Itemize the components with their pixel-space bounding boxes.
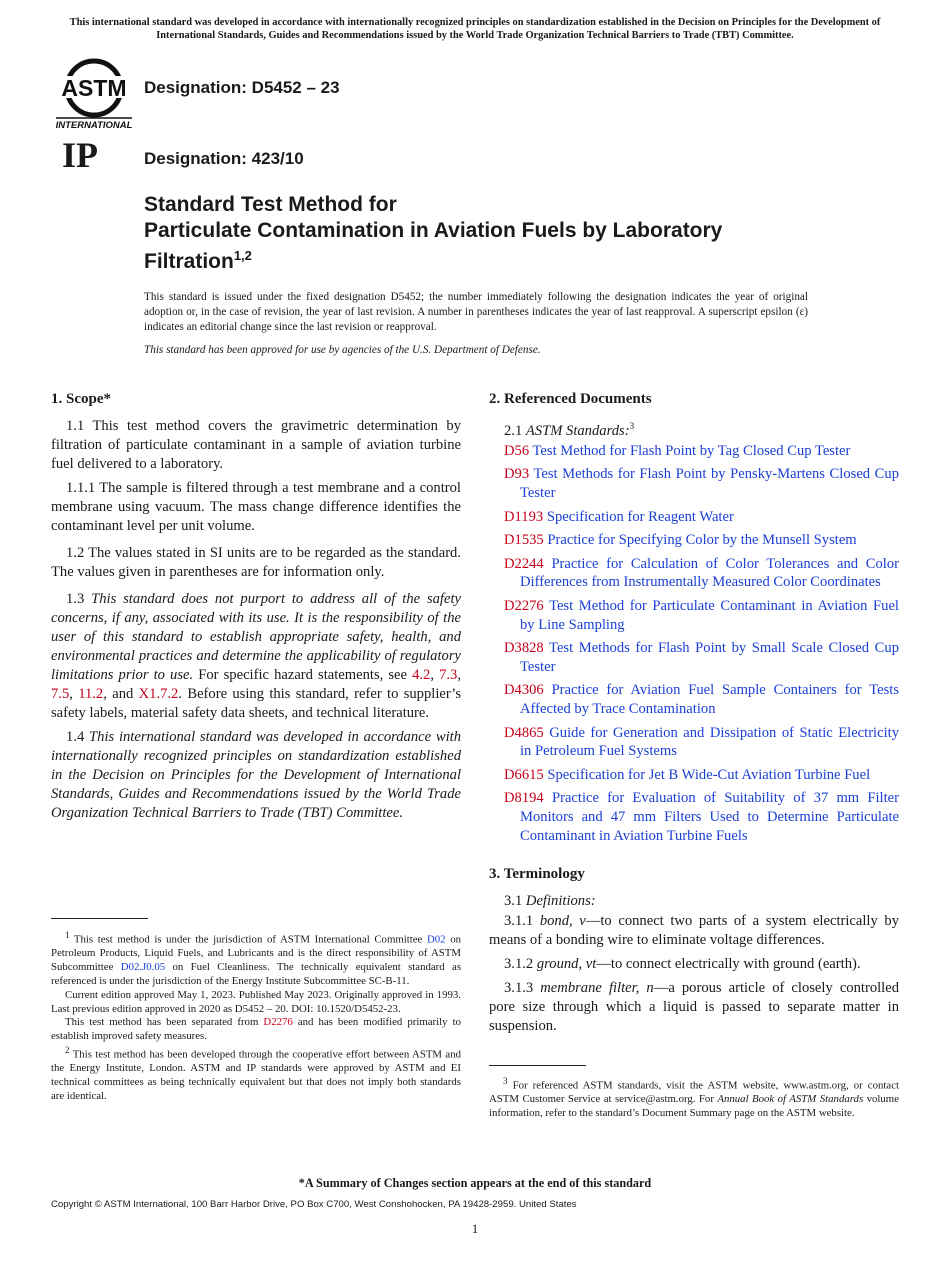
ref-code-link[interactable]: D8194 bbox=[504, 790, 544, 807]
footnote-1: $^1$ This test method is under the jurisdiction of ASTM International Committee D02 on Petroleum Products, Liquid Fuels, and Lubricants and is the direct responsibility of ASTM Subcommittee D02.J0.05 on Fuel Cleanliness. The technically equivalent standard as referenced is under the jurisdiction of the Energy Institute Subcommittee SC-B-11. bbox=[51, 930, 462, 987]
link-d02-j0-05[interactable]: D02.J0.05 bbox=[120, 961, 166, 974]
ref-title-link[interactable]: Specification for Jet B Wide-Cut Aviation Turbine Fuel bbox=[547, 766, 871, 783]
ref-item bbox=[489, 724, 899, 761]
ref-title-link[interactable]: Practice for Specifying Color by the Munsell System bbox=[547, 532, 857, 549]
ref-title-link[interactable]: Practice for Aviation Fuel Sample Containers for Tests Affected by Trace Contamination bbox=[520, 682, 899, 717]
astm-standards-label: 2.1 ASTM Standards:$^3$ bbox=[504, 421, 635, 439]
footnote-rule-right bbox=[489, 1065, 586, 1066]
left-column bbox=[51, 390, 461, 828]
summary-note: *A Summary of Changes section appears at the end of this standard bbox=[298, 1176, 652, 1190]
astm-logo-sub: INTERNATIONAL bbox=[55, 120, 133, 131]
document-title bbox=[144, 192, 844, 275]
designation-primary: Designation: D5452 – 23 bbox=[144, 78, 340, 97]
ref-item bbox=[489, 508, 899, 527]
para-1-2: 1.2 The values stated in SI units are to be regarded as the standard. The values given in parentheses are for information only. bbox=[51, 545, 461, 580]
ref-item bbox=[489, 766, 899, 785]
intro-paragraph: This standard is issued under the fixed designation D5452; the number immediately following the designation indicates the year of original adoption or, in the case of revision, the year of last revision. A number in parentheses indicates the year of last reapproval. A superscript epsilon (ε) indicates an editorial change since the last revision or reapproval. bbox=[144, 291, 808, 333]
top-note: This international standard was developed in accordance with internationally recognized principles on standardization established in the Decision on Principles for the Development of International Standards, Guides and Recommendations issued by the World Trade Organization Technical Barriers to Trade (TBT) Committee. bbox=[69, 17, 881, 41]
link-11-2[interactable]: 11.2 bbox=[78, 686, 104, 702]
ref-code-link[interactable]: D2276 bbox=[504, 598, 544, 615]
ref-item bbox=[489, 531, 899, 550]
link-7-3[interactable]: 7.3 bbox=[439, 667, 458, 683]
designation-secondary: Designation: 423/10 bbox=[144, 149, 304, 168]
ref-code-link[interactable]: D4865 bbox=[504, 724, 544, 741]
para-1-4 bbox=[51, 728, 461, 823]
ref-title-link[interactable]: Specification for Reagent Water bbox=[546, 508, 734, 525]
astm-logo-icon bbox=[54, 56, 134, 132]
title-superscript: 1,2 bbox=[233, 248, 252, 263]
ref-code-link[interactable]: D1535 bbox=[504, 532, 544, 549]
ref-code-link[interactable]: D4306 bbox=[504, 682, 544, 699]
ref-item bbox=[489, 597, 899, 634]
astm-logo-text: ASTM bbox=[61, 75, 127, 101]
ref-item bbox=[489, 442, 899, 461]
right-column bbox=[489, 390, 899, 1041]
definition-bond: 3.1.1 bond, v—to connect two parts of a system electrically by means of a bonding wire to eliminate voltage differences. bbox=[489, 913, 899, 949]
copyright: Copyright © ASTM International, 100 Barr Harbor Drive, PO Box C700, West Conshohocken, PA 19428-2959. United States bbox=[51, 1199, 577, 1210]
ref-code-link[interactable]: D93 bbox=[504, 466, 530, 483]
para-1-1-1: 1.1.1 The sample is filtered through a test membrane and a control membrane using vacuum. The mass change difference identifies the contaminant level per unit volume. bbox=[51, 480, 461, 534]
para-1-3-tail: For specific hazard statements, see bbox=[198, 667, 408, 683]
section-terminology-heading: 3. Terminology bbox=[489, 866, 585, 883]
ref-title-link[interactable]: Practice for Evaluation of Suitability of 37 mm Filter Monitors and 47 mm Filters Used to Determine Particulate Contaminant in Aviation Turbine Fuels bbox=[520, 790, 899, 844]
para-1-3: 1.3 This standard does not purport to address all of the safety concerns, if any, associated with its use. It is the responsibility of the user of this standard to establish appropriate safety, health, and environmental practices and determine the applicability of regulatory limitations prior to use. For specific hazard statements, see 4.2, 7.3, 7.5, 11.2, and X1.7.2. Before using this standard, refer to supplier’s safety labels, material safety data sheets, and technical literature. bbox=[51, 591, 462, 721]
ref-title-link[interactable]: Guide for Generation and Dissipation of Static Electricity in Petroleum Fuel Systems bbox=[520, 724, 899, 760]
definition-ground: 3.1.2 ground, vt—to connect electrically with ground (earth). bbox=[504, 956, 861, 973]
footnote-2: $^2$ This test method has been developed through the cooperative effort between ASTM and the Energy Institute, London. ASTM and IP standards were approved by ASTM and EI technical committees as being technically equivalent but that does not imply both standards are identical. bbox=[51, 1044, 461, 1102]
ref-code-link[interactable]: D1193 bbox=[504, 508, 544, 525]
ip-logo-icon: IP bbox=[62, 135, 98, 175]
footnotes-left bbox=[51, 929, 461, 1104]
ref-code-link[interactable]: D56 bbox=[504, 442, 530, 459]
footnote-separated: This test method has been separated from D2276 and has been modified primarily to establish improved safety measures. bbox=[51, 1016, 461, 1043]
footnote-3: $^3$ For referenced ASTM standards, visit the ASTM website, www.astm.org, or contact ASTM Customer Service at service@astm.org. For Annual Book of ASTM Standards volume information, refer to the standard’s Document Summary page on the ASTM website. bbox=[489, 1076, 899, 1120]
ref-item bbox=[489, 789, 899, 845]
section-referenced-heading: 2. Referenced Documents bbox=[489, 391, 652, 407]
section-scope-heading: 1. Scope* bbox=[51, 391, 111, 407]
ref-item bbox=[489, 639, 899, 676]
ref-code-link[interactable]: D3828 bbox=[504, 640, 544, 657]
footnote-edition: Current edition approved May 1, 2023. Published May 2023. Originally approved in 1993. Last previous edition approved in 2020 as D5452 – 20. DOI: 10.1520/D5452-23. bbox=[51, 988, 461, 1015]
para-1-3-end: Before using this standard, refer to supplier’s safety labels, material safety data sheets, and technical literature. bbox=[51, 686, 462, 721]
ref-title-link[interactable]: Test Method for Flash Point by Tag Closed Cup Tester bbox=[532, 442, 851, 459]
ref-title-link[interactable]: Test Methods for Flash Point by Pensky-Martens Closed Cup Tester bbox=[520, 466, 899, 502]
link-x1-7-2[interactable]: X1.7.2 bbox=[138, 686, 179, 702]
intro-defense-note: This standard has been approved for use by agencies of the U.S. Department of Defense. bbox=[144, 344, 541, 356]
footnote-rule-left bbox=[51, 918, 148, 919]
ref-title-link[interactable]: Test Method for Particulate Contaminant in Aviation Fuel by Line Sampling bbox=[520, 598, 899, 633]
ref-title-link[interactable]: Test Methods for Flash Point by Small Scale Closed Cup Tester bbox=[520, 640, 899, 675]
link-d2276-footnote[interactable]: D2276 bbox=[263, 1016, 293, 1029]
title-line-1: Standard Test Method for bbox=[144, 193, 397, 216]
para-1-4-italic: This international standard was developed in accordance with internationally recognized principles on standardization established in the Decision on Principles for the Development of International Standards, Guides and Recommendations issued by the World Trade Organization Technical Barriers to Trade (TBT) Committee. bbox=[51, 729, 462, 821]
ref-item bbox=[489, 681, 899, 718]
ref-item bbox=[489, 465, 899, 502]
ref-code-link[interactable]: D2244 bbox=[504, 555, 544, 572]
para-num: 1.4 bbox=[66, 729, 85, 745]
title-line-3: Filtration bbox=[144, 250, 234, 273]
referenced-list bbox=[489, 442, 899, 845]
title-line-2: Particulate Contamination in Aviation Fuels by Laboratory bbox=[144, 218, 723, 242]
ref-code-link[interactable]: D6615 bbox=[504, 766, 544, 783]
ref-item bbox=[489, 555, 899, 592]
link-7-5[interactable]: 7.5 bbox=[51, 686, 70, 702]
para-1-1: 1.1 This test method covers the gravimetric determination by filtration of particulate contaminant in a sample of aviation turbine fuel delivered to a laboratory. bbox=[51, 418, 461, 472]
page-number: 1 bbox=[471, 1222, 479, 1236]
link-d02[interactable]: D02 bbox=[426, 933, 446, 946]
para-num: 1.3 bbox=[66, 591, 85, 607]
ref-title-link[interactable]: Practice for Calculation of Color Tolerances and Color Differences from Instrumentally Measured Color Coordinates bbox=[520, 555, 899, 591]
link-4-2[interactable]: 4.2 bbox=[412, 667, 431, 683]
definitions-label: 3.1 Definitions: bbox=[504, 893, 596, 910]
definition-membrane-filter: 3.1.3 membrane filter, n—a porous article of closely controlled pore size through which a liquid is passed to separate matter in suspension. bbox=[489, 980, 899, 1035]
para-1-3-italic: This standard does not purport to address all of the safety concerns, if any, associated with its use. It is the responsibility of the user of this standard to establish appropriate safety, health, and environmental practices and determine the applicability of regulatory limitations prior to use. bbox=[51, 591, 461, 683]
